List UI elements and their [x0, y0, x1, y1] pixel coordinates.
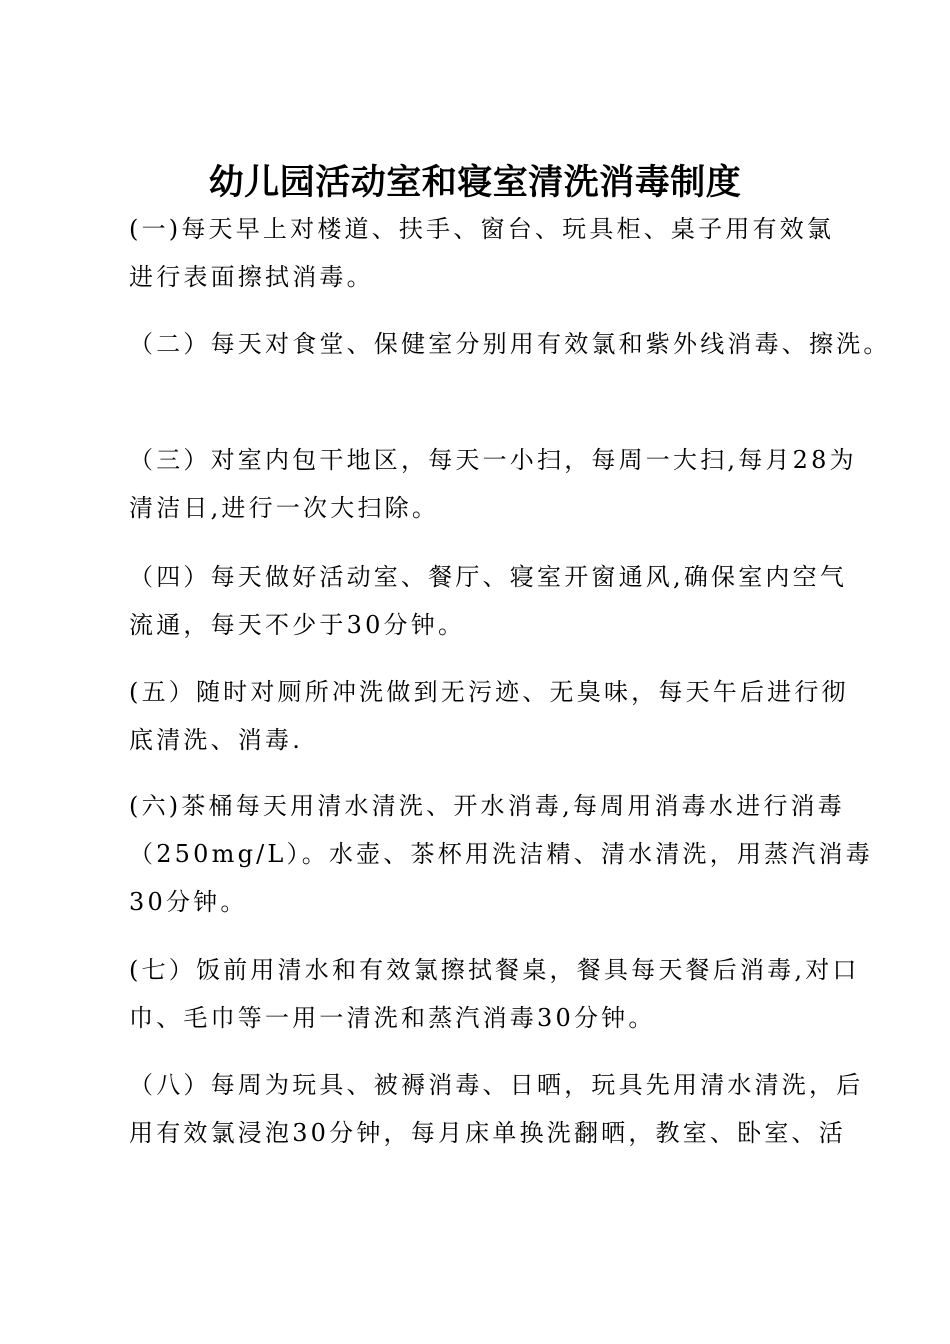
paragraph-8: [129, 1061, 864, 1157]
paragraph-line: （250mg/L）。水壶、茶杯用洗洁精、清水清洗，用蒸汽消毒: [129, 840, 873, 868]
paragraph-5: [129, 668, 849, 764]
paragraph-line: （四）每天做好活动室、餐厅、寝室开窗通风,确保室内空气: [129, 563, 848, 591]
paragraph-2: [129, 320, 891, 368]
paragraph-line: （八）每周为玩具、被褥消毒、日晒，玩具先用清水清洗，后: [129, 1071, 864, 1099]
paragraph-1: [129, 205, 835, 301]
paragraph-line: 进行表面擦拭消毒。: [129, 263, 374, 291]
paragraph-line: (五）随时对厕所冲洗做到无污迹、无臭味，每天午后进行彻: [129, 678, 849, 706]
paragraph-line: 30分钟。: [129, 888, 248, 916]
paragraph-line: 巾、毛巾等一用一清洗和蒸汽消毒30分钟。: [129, 1004, 656, 1032]
paragraph-line: 用有效氯浸泡30分钟，每月床单换洗翻晒，教室、卧室、活: [129, 1119, 846, 1147]
paragraph-line: 流通，每天不少于30分钟。: [129, 611, 466, 639]
paragraph-6: [129, 782, 873, 926]
paragraph-line: （二）每天对食堂、保健室分别用有效氯和紫外线消毒、擦洗。: [129, 330, 891, 358]
paragraph-3: [129, 436, 857, 532]
paragraph-line: (七）饭前用清水和有效氯擦拭餐桌，餐具每天餐后消毒,对口: [129, 956, 860, 984]
paragraph-line: (六)茶桶每天用清水清洗、开水消毒,每周用消毒水进行消毒: [129, 792, 845, 820]
paragraph-line: 清洁日,进行一次大扫除。: [129, 494, 440, 522]
paragraph-line: （三）对室内包干地区，每天一小扫，每周一大扫,每月28为: [129, 446, 857, 474]
document-title: 幼儿园活动室和寝室清洗消毒制度: [208, 162, 742, 204]
paragraph-line: (一)每天早上对楼道、扶手、窗台、玩具柜、桌子用有效氯: [129, 215, 835, 243]
paragraph-4: [129, 553, 848, 649]
paragraph-line: 底清洗、消毒.: [129, 726, 304, 754]
paragraph-7: [129, 946, 860, 1042]
